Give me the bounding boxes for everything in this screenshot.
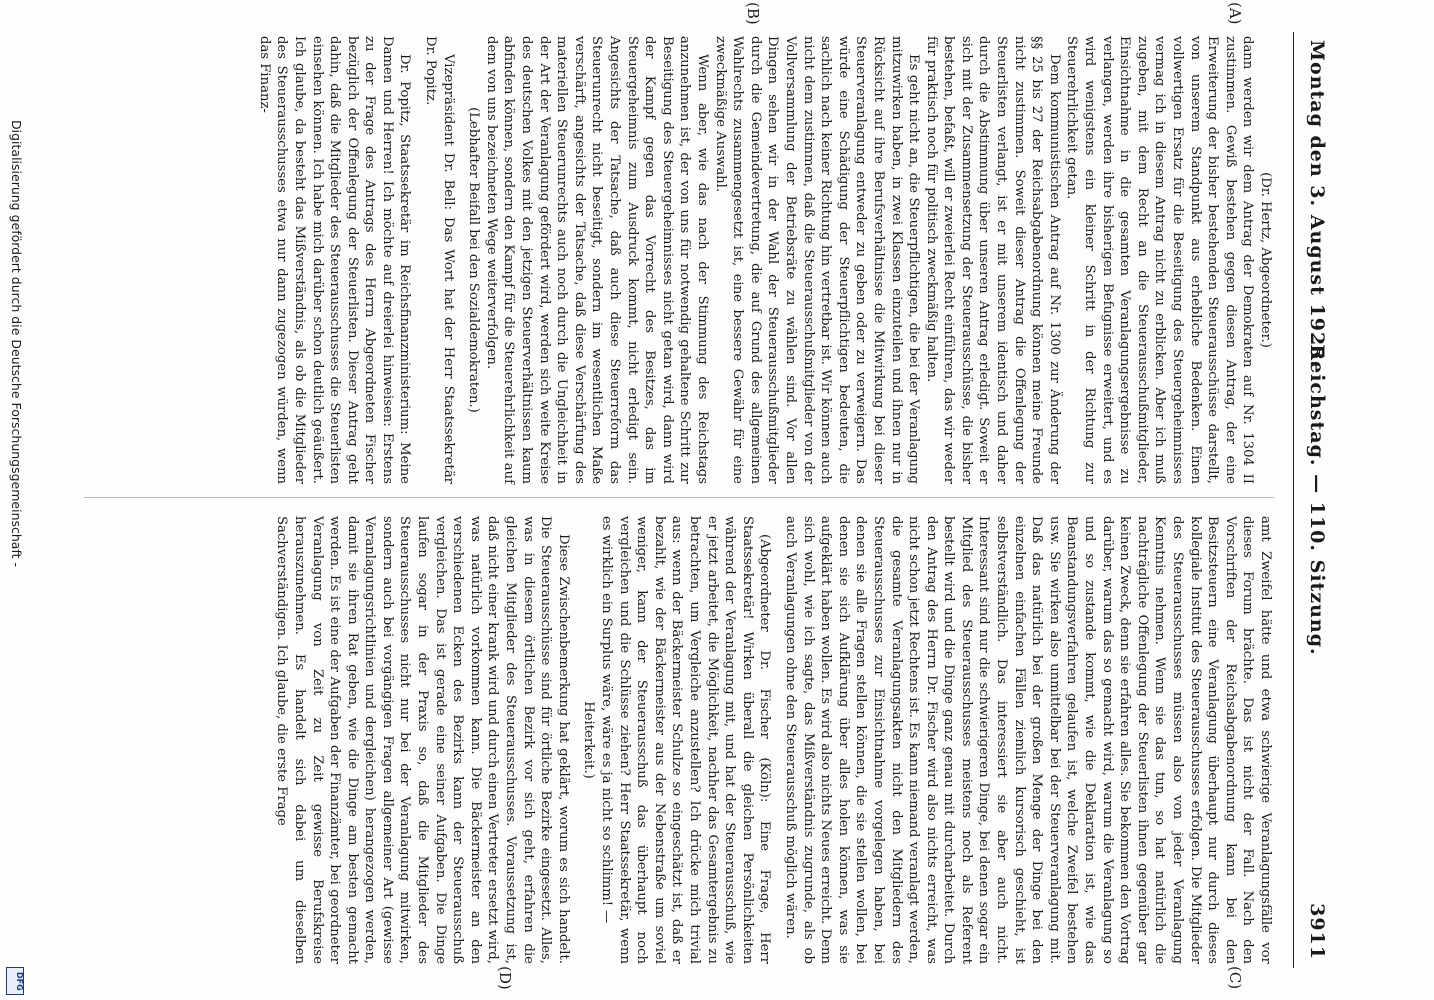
credit-text: Digitalisierung gefördert durch die Deutsche Forschungsgemeinschaft - (9, 120, 24, 568)
margin-label-a: (A) (1226, 2, 1244, 25)
interjection: (Abgeordneter Dr. Fischer (Köln): Eine Frage, Herr Staatssekretär! Wirken überall die gleichen Persönlichkeiten während der Veranlagung mit, und hat der Steuerausschuß, wie er jetzt arbeitet, die Möglichkeit, nachher das Gesamtergebnis zu betrachten, um Vergleiche anzustellen? Ich drücke mich trivial aus: wenn der Bäckermeister Schulze so eingeschätzt ist, daß er bezahlt, wie der Bäckermeister aus der Nebenstraße um soviel weniger, kann der Steuerausschuß das überhaupt noch vergleichen und die Schlüsse ziehen? Herr Staatssekretär, wenn es wirklich ein Surplus wäre, wäre es ja nicht so schlimm! — (599, 516, 773, 964)
page-header (1293, 32, 1334, 968)
applause-note: (Lebhafter Beifall bei den Sozialdemokraten.) (466, 107, 482, 413)
column-divider (84, 497, 1274, 498)
paragraph: Vizepräsident Dr. Bell: Das Wort hat der Herr Staatssekretär Dr. Popitz. (423, 36, 456, 484)
margin-label-d: (D) (496, 966, 514, 990)
margin-label-c: (C) (1226, 966, 1244, 990)
paragraph: Dem kommunistischen Antrag auf Nr. 1300 zur Änderung der §§ 25 bis 27 der Reichsabgabenordnung können meine Freunde nicht zustimmen. Soweit dieser Antrag die Offenlegung der Steuerlisten verlangt, ist er mit unserem identisch und daher durch die Abstimmung über unseren Antrag erledigt. Soweit er sich mit der Zusammensetzung der Steuerausschüsse, die bisher bestehen, befaßt, will er zweierlei Recht einführen, das wir weder für praktisch noch für politisch zweckmäßig halten. (923, 36, 1062, 484)
paragraph: dann werden wir dem Antrag der Demokraten auf Nr. 1304 II zustimmen. Gewiß bestehen gegen diesen Antrag, der eine Erweiterung der bisher bestehenden Steuerausschüsse darstellt, von unserem Standpunkt aus erhebliche Bedenken. Einen vollwertigen Ersatz für die Beseitigung des Steuergeheimnisses vermag ich in diesem Antrag nicht zu erblicken. Aber ich muß zugeben, mit dem Recht an die Steuerausschußmitglieder, Einsichtnahme in die gesamten Veranlagungsergebnisse zu verlangen, werden ihre bisherigen Befugnisse erweitert, und es wird wenigstens ein kleiner Schritt in der Richtung zur Steuerehrlichkeit getan. (1064, 36, 1256, 484)
speaker-tag: (Dr. Hertz, Abgeordneter.) (1258, 172, 1273, 348)
laughter-note: Heiterkeit.) (581, 701, 597, 779)
paragraph: Wenn aber, wie das nach der Stimmung des Reichstags anzunehmen ist, der von uns für notwendig gehaltene Schritt zur Beseitigung des Steuergeheimnisses nicht getan wird, dann wird der Kampf gegen das Vorrecht des Besitzes, das im Steuergeheimnis zum Ausdruck kommt, nicht erledigt sein. Angesichts der Tatsache, daß auch diese Steuerreform das Steuerunrecht nicht beseitigt, sondern im wesentlichen Maße verschärft, angesichts der Tatsache, daß diese Verschärfung des materiellen Steuerunrechts auch noch durch die Ungleichheit in der Art der Veranlagung gefördert wird, werden sich weite Kreise des deutschen Volkes mit den jetzigen Steuerverhältnissen kaum abfinden können, sondern den Kampf für die Steuerehrlichkeit auf dem von uns bezeichneten Wege weiterverfolgen. (483, 36, 710, 484)
paragraph: amt Zweifel hätte und etwa schwierige Veranlagungsfälle vor dieses Forum brächte. Das ist nicht der Fall. Nach den Vorschriften der Reichsabgabenordnung kann bei den Besitzsteuern eine Veranlagung überhaupt nur durch dieses kollegiale Institut des Steuerausschusses erfolgen. Die Mitglieder des Steuerausschusses müssen also von jeder Veranlagung Kenntnis nehmen. Wenn sie das tun, so hat natürlich die nachträgliche Offenlegung der Steuerlisten ihnen gegenüber gar keinen Zweck, denn sie erfahren alles. Sie bekommen den Vortrag darüber, warum das so gemacht wird, warum die Veranlagung so und so zustande kommt, wie die Deklaration ist, wie das Beanstandungsverfahren gelaufen ist, welche Zweifel bestehen usw. Sie wirken also unmittelbar bei der Steuerveranlagung mit. Daß das natürlich bei der großen Menge der Dinge bei den einzelnen einfachen Fällen ziemlich kursorisch geschieht, ist selbstverständlich. Das interessiert sie aber auch nicht. Interessant sind nur die schwierigeren Dinge, bei denen sogar ein Mitglied des Steuerausschusses meistens noch als Referent bestellt wird und die Dinge ganz genau mit durcharbeitet. Durch den Antrag des Herrn Dr. Fischer wird also nichts erreicht, was nicht schon jetzt Rechtens ist. Es kann niemand veranlagt werden, die gesamte Veranlagungsakten nicht den Mitgliedern des Steuerausschusses zur Einsichtnahme vorgelegen haben, bei denen sie alle Fragen stellen können, die sie stellen wollen, bei denen sie sich Aufklärung über alles holen können, was sie aufgeklärt haben wollen. Es wird also nichts Neues erreicht. Denn sich wohl, wie ich sagte, das Mißverständnis zugrunde, als ob auch Veranlagungen ohne den Steuerausschuß möglich wären. (782, 516, 1273, 964)
margin-label-b: (B) (744, 2, 762, 25)
paragraph: Dr. Popitz, Staatssekretär im Reichsfinanzministerium: Meine Damen und Herren! Ich möchte auf dreierlei hinweisen: Erstens zu der Frage des Antrags des Herrn Abgeordneten Fischer bezüglich der Offenlegung der Steuerlisten. Dieser Antrag geht dahin, daß die Mitglieder des Steuerausschusses die Steuerlisten einsehen können. Ich habe mich darüber schon deutlich geäußert. Ich glaube, da besteht das Mißverständnis, als ob die Mitglieder des Steuerausschusses etwa nur dann zugezogen würden, wenn das Finanz- (256, 36, 413, 484)
header-date: Montag den 3. August 1925. (1306, 40, 1328, 368)
dfg-logo-text: DFG (15, 972, 24, 991)
header-title: Reichstag. — 110. Sitzung. (1306, 344, 1328, 656)
paragraph: Diese Zwischenbemerkung hat geklärt, worum es sich handelt. Die Steuerausschüsse sind für örtliche Bezirke eingesetzt. Alles, was in diesem örtlichen Bezirk vor sich geht, erfahren die gleichen Mitglieder des Steuerausschusses. Voraussetzung ist, daß nicht einer krank wird und durch einen Vertreter ersetzt wird, was natürlich vorkommen kann. Die Bäckermeister an den verschiedenen Ecken des Bezirks kann der Steuerausschuß vergleichen. Das ist gerade eine seiner Aufgaben. Die Dinge laufen sogar in der Praxis so, daß die Mitglieder des Steuerausschusses nicht nur bei der Veranlagung mitwirken, sondern auch bei vorgängigen Fragen allgemeiner Art (gewisse Veranlagungsrichtlinien und dergleichen) herangezogen werden, damit sie ihren Rat geben, wie die Dinge am besten gemacht werden. Es ist eine der Aufgaben der Finanzämter, bei geordneter Veranlagung von Zeit zu Zeit gewisse Berufskreise herauszunehmen. Es handelt sich dabei um dieselben Sachverständigen. Ich glaube, die erste Frage (274, 516, 571, 964)
paragraph: Es geht nicht an, die Steuerpflichtigen, die bei der Veranlagung mitzuwirken haben, in zwei Klassen einzuteilen und ihnen nur in Rücksicht auf ihre Berufsverhältnisse die Mitwirkung bei dieser Steuerveranlagung entweder zu geben oder zu verweigern. Das würde eine Schädigung der Steuerpflichtigen bedeuten, die sachlich nach keiner Richtung hin vertretbar ist. Wir können auch nicht dem zustimmen, daß die Steuerausschußmitglieder von der Vollversammlung der Betriebsräte zu wählen sind. Vor allen Dingen sehen wir in der Wahl der Steuerausschußmitglieder durch die Gemeindevertretung, die auf Grund des allgemeinen Wahlrechts zusammengesetzt ist, eine bessere Gewähr für eine zweckmäßige Auswahl. (712, 36, 922, 484)
page-number: 3911 (1306, 903, 1328, 960)
column-right (273, 516, 1274, 964)
dfg-logo (6, 967, 24, 995)
digitization-credit (2, 120, 24, 995)
column-left (255, 36, 1274, 484)
